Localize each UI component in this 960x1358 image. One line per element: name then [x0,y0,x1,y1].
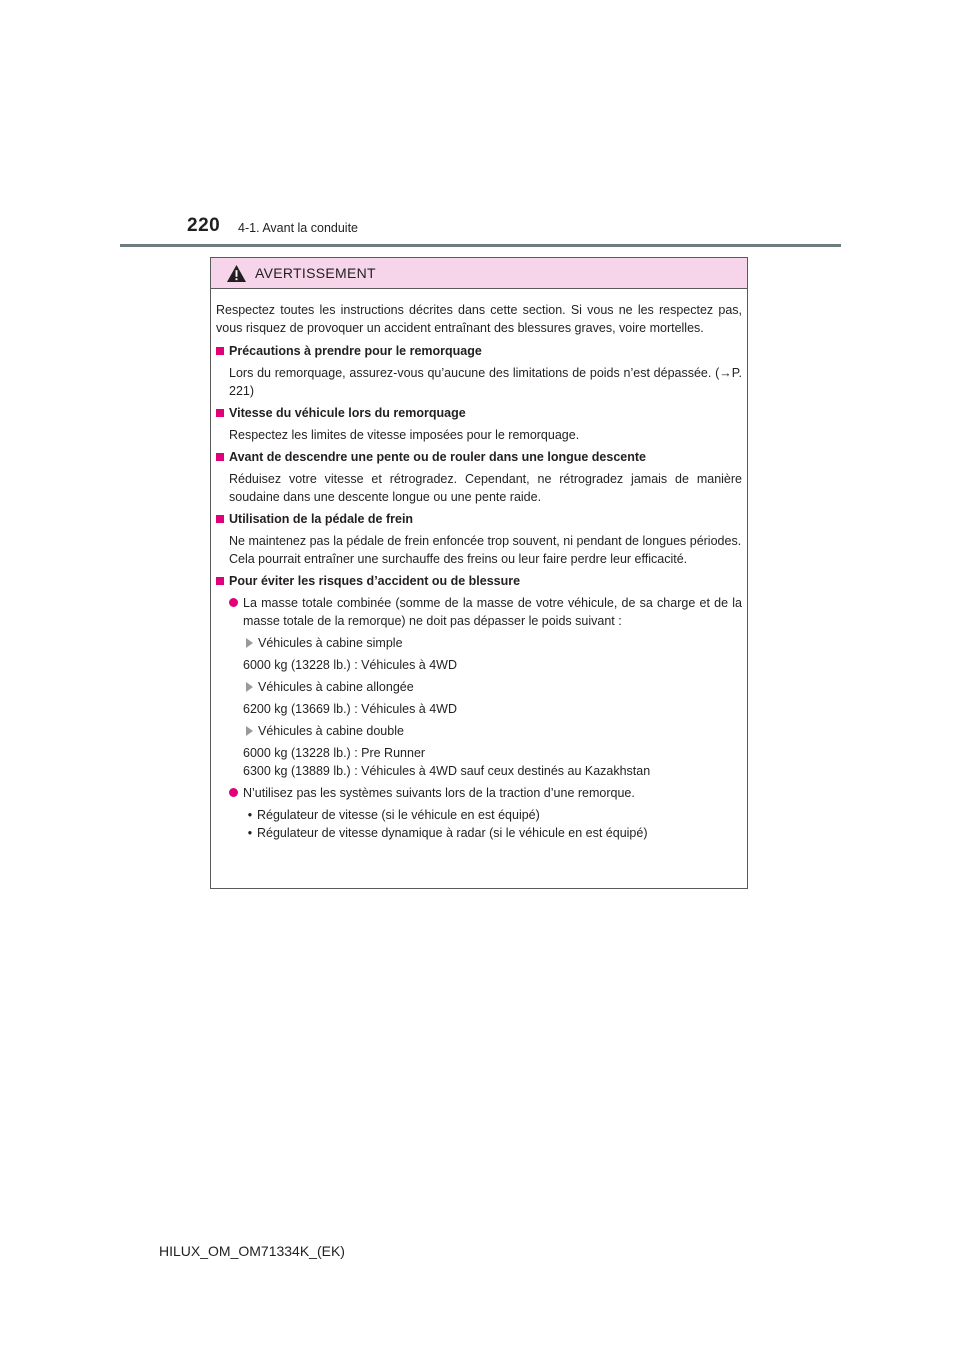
arrow-right-icon [246,726,253,736]
item-text: Lors du remorquage, assurez-vous qu’aucune des limitations de poids n’est dépassée. (→P. 221) [229,366,742,398]
warning-header [211,258,747,289]
warning-body [211,289,747,842]
bullet-combined-mass [216,594,742,630]
item-heading: Précautions à prendre pour le remorquage [229,344,482,358]
header-divider [120,244,841,247]
item-text: Réduisez votre vitesse et rétrogradez. Cependant, ne rétrogradez jamais de manière soudaine dans une descente longue ou une pente raide. [229,472,742,504]
cab-type-label: Véhicules à cabine simple [258,636,403,650]
item-text-line: Ne maintenez pas la pédale de frein enfoncée trop souvent, ni pendant de longues périodes. [229,534,742,548]
item-text: Respectez les limites de vitesse imposées pour le remorquage. [229,428,580,442]
list-item-text: Régulateur de vitesse (si le véhicule en est équipé) [257,808,540,822]
weight-value: 6200 kg (13669 lb.) : Véhicules à 4WD [243,702,458,716]
cab-type-label: Véhicules à cabine allongée [258,680,414,694]
warning-item-accident-prevention [216,572,742,842]
dot-bullet-icon [229,788,238,797]
document-code: HILUX_OM_OM71334K_(EK) [159,1243,345,1259]
bullet-systems [216,784,742,802]
square-bullet-icon [216,453,224,461]
item-text-line: Cela pourrait entraîner une surchauffe des freins ou leur faire perdre leur efficacité. [229,552,688,566]
dot-bullet-icon [229,598,238,607]
weight-value: 6000 kg (13228 lb.) : Véhicules à 4WD [243,658,458,672]
item-heading: Avant de descendre une pente ou de rouler dans une longue descente [229,450,646,464]
arrow-right-icon [246,638,253,648]
arrow-right-icon [246,682,253,692]
list-item: • Régulateur de vitesse dynamique à radar (si le véhicule en est équipé) [247,826,648,840]
square-bullet-icon [216,515,224,523]
item-heading: Pour éviter les risques d’accident ou de blessure [229,574,521,588]
bullet-text: N’utilisez pas les systèmes suivants lors de la traction d’une remorque. [243,786,635,800]
warning-box [210,257,748,889]
weight-value: 6300 kg (13889 lb.) : Véhicules à 4WD sauf ceux destinés au Kazakhstan [243,764,651,778]
weight-value: 6000 kg (13228 lb.) : Pre Runner [243,746,426,760]
page-number: 220 [187,215,221,236]
square-bullet-icon [216,409,224,417]
warning-triangle-icon [226,264,247,283]
bullet-text: La masse totale combinée (somme de la masse de votre véhicule, de sa charge et de la masse totale de la remorque) ne doit pas dépasser le poids suivant : [243,596,742,628]
square-bullet-icon [216,577,224,585]
cab-type-label: Véhicules à cabine double [258,724,404,738]
weight-limits [216,634,742,780]
warning-item-brake-pedal [216,510,742,568]
warning-item-towing-precautions [216,342,742,400]
warning-item-downhill [216,448,742,506]
systems-list [216,806,742,842]
square-bullet-icon [216,347,224,355]
section-title: 4-1. Avant la conduite [238,221,358,235]
list-item: • Régulateur de vitesse (si le véhicule en est équipé) [247,808,540,822]
warning-item-towing-speed [216,404,742,444]
item-text [216,532,742,568]
item-heading: Utilisation de la pédale de frein [229,512,414,526]
item-heading: Vitesse du véhicule lors du remorquage [229,406,466,420]
warning-intro: Respectez toutes les instructions décrites dans cette section. Si vous ne les respectez pas, vous risquez de provoquer un accident entraînant des blessures graves, voire mortelles. [216,303,742,335]
warning-title: AVERTISSEMENT [255,265,376,281]
list-item-text: Régulateur de vitesse dynamique à radar (si le véhicule en est équipé) [257,826,648,840]
